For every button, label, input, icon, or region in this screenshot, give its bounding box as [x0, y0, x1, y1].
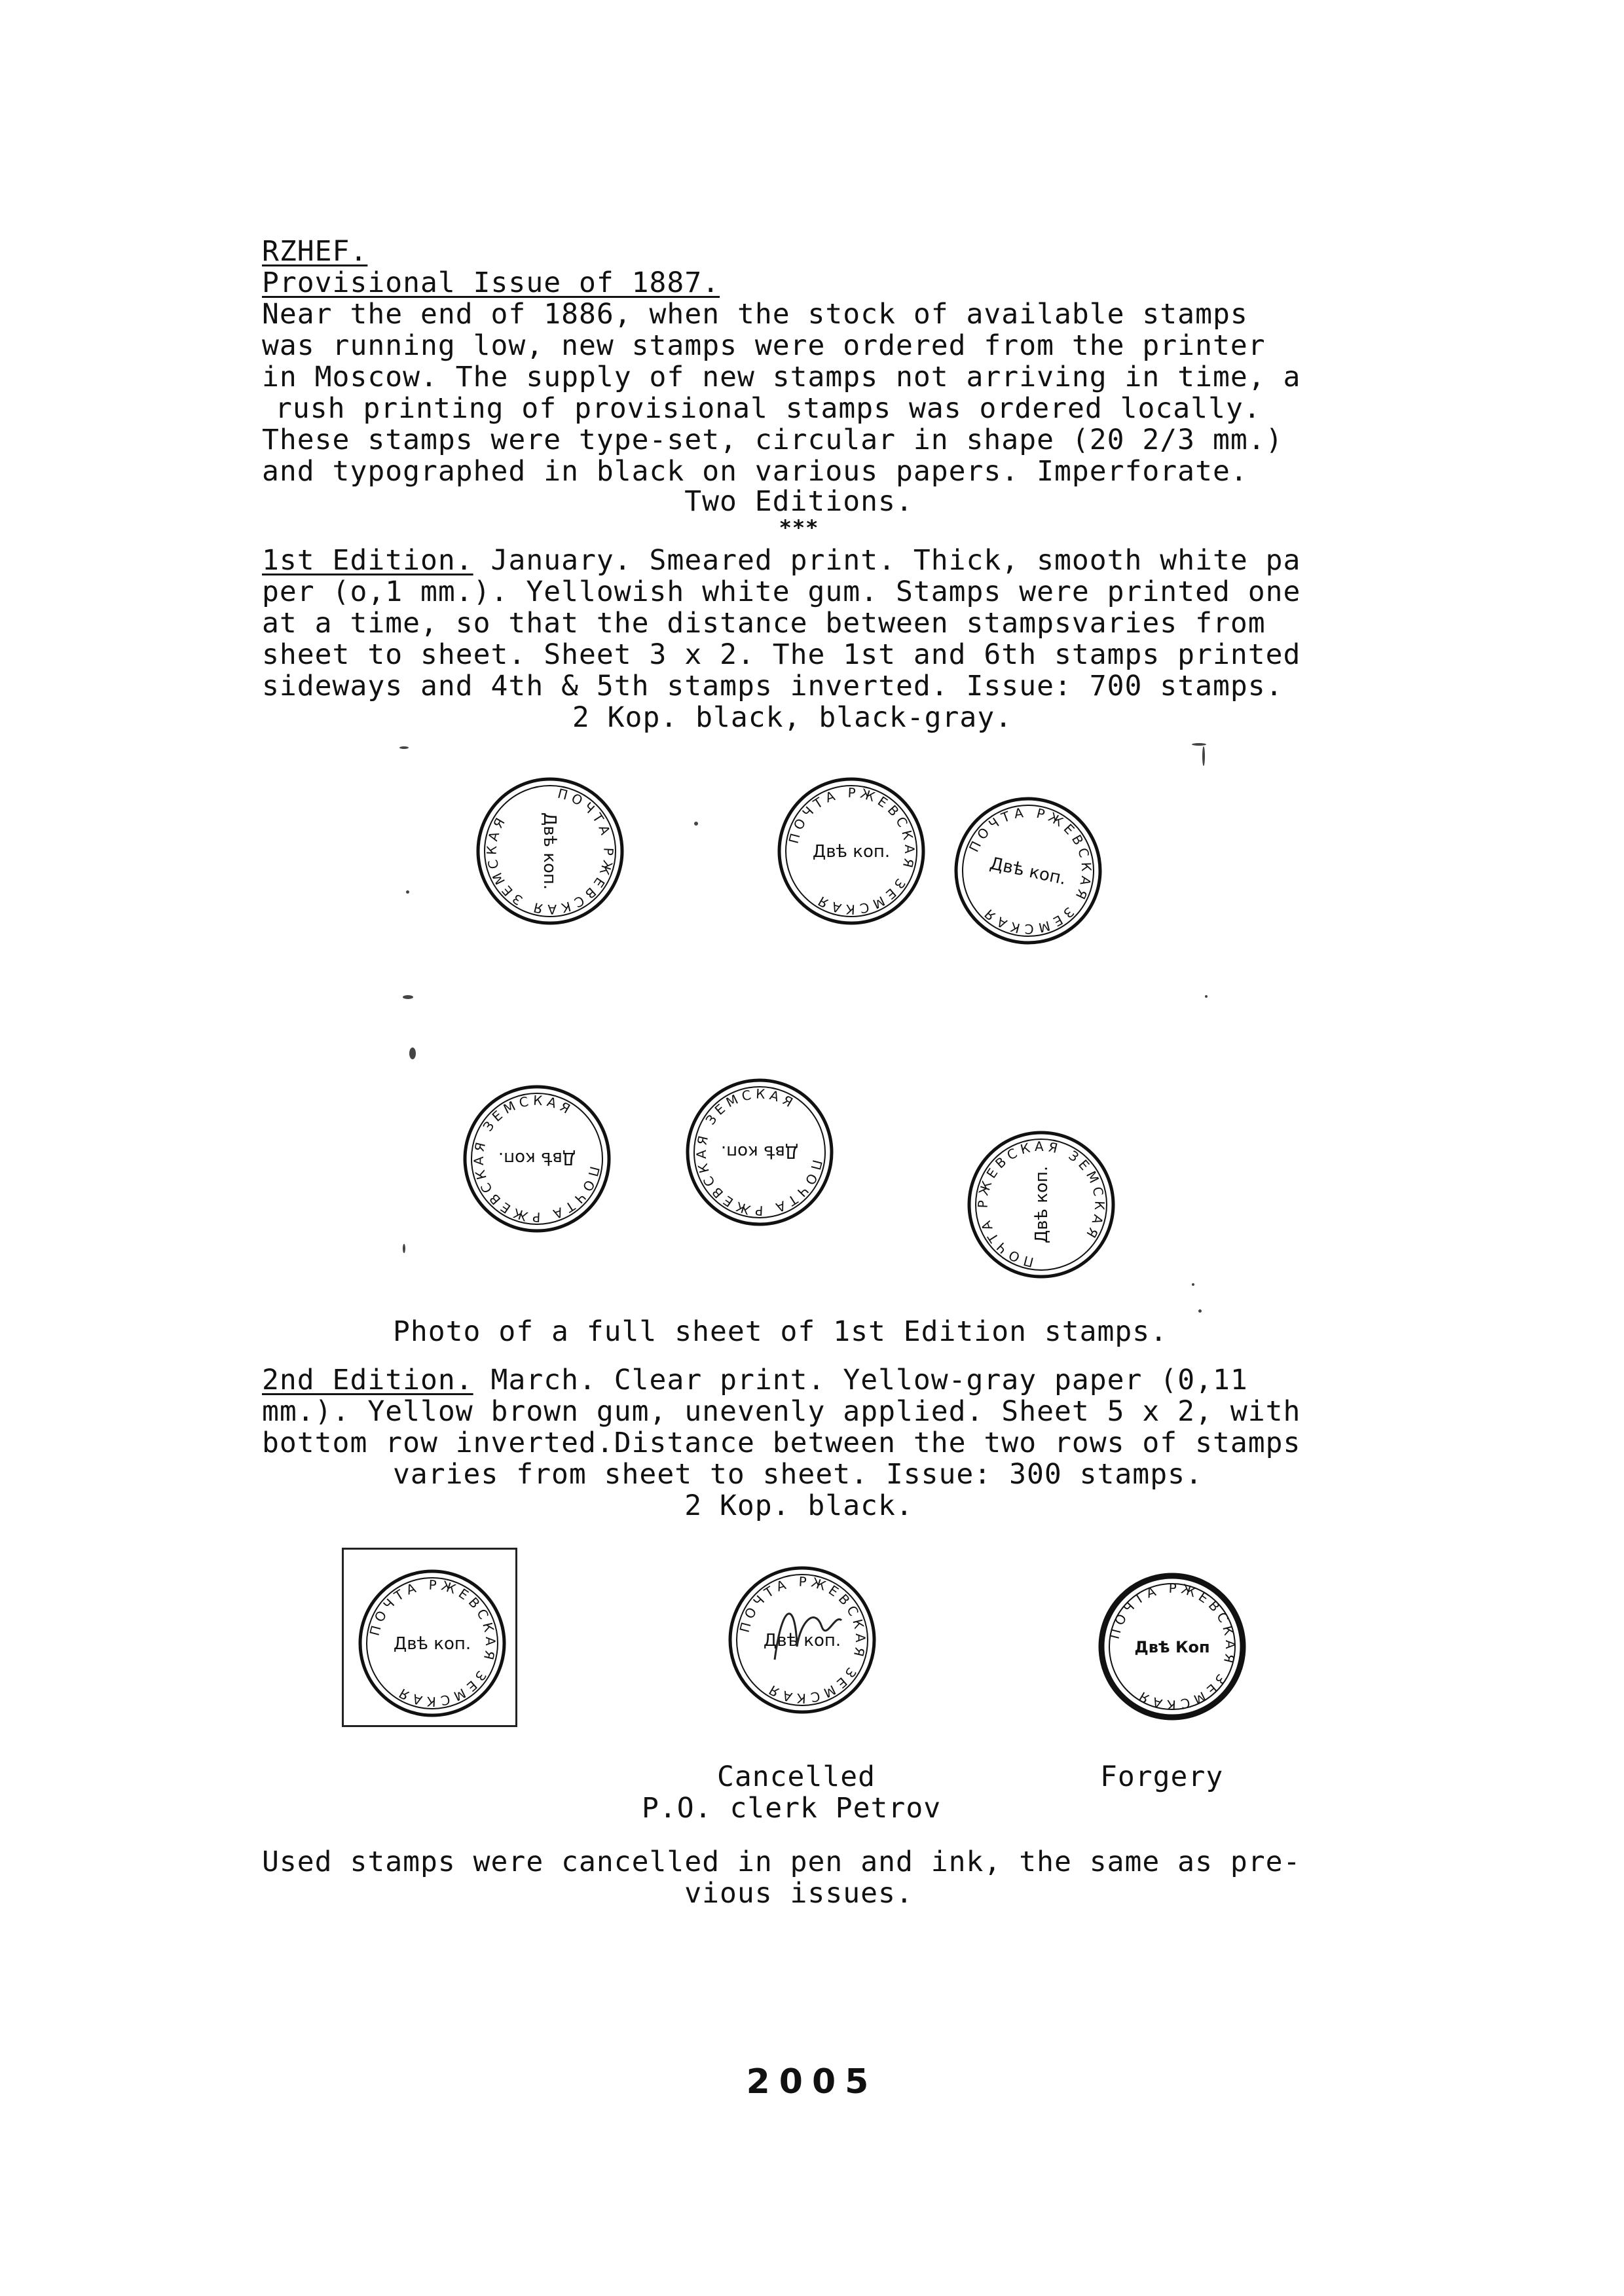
postal-stamp-icon — [681, 1074, 838, 1231]
edition1-label: 1st Edition. — [262, 544, 473, 577]
edition2-stamp — [354, 1565, 511, 1724]
stamp-value-text: Двѣ Коп — [1134, 1638, 1210, 1656]
stamp-value-text: Двѣ коп. — [393, 1634, 471, 1654]
intro-line: rush printing of provisional stamps was ordered locally. — [275, 392, 1261, 425]
intro-line: These stamps were type-set, circular in shape (20 2/3 mm.) — [262, 424, 1283, 456]
stamp-value-text: Двѣ коп. — [987, 854, 1068, 889]
issue-subheading-text: Provisional Issue of 1887. — [262, 266, 720, 299]
stamp-ring-text: ПОЧТА РЖЕВСКАЯ ЗЕМСКАЯ — [785, 784, 918, 918]
edition2-label: 2nd Edition. — [262, 1364, 473, 1396]
page-heading: RZHEF. — [262, 235, 368, 268]
sheet-stamp-3 — [950, 792, 1107, 952]
postal-stamp-icon — [963, 1126, 1120, 1283]
intro-line: was running low, new stamps were ordered from the printer — [262, 329, 1266, 362]
forgery-stamp — [1094, 1568, 1251, 1728]
edition1-value: 2 Kop. black, black-gray. — [572, 701, 1013, 734]
stamp-ring-text: ПОЧТА РЖЕВСКАЯ ЗЕМСКАЯ — [470, 1092, 603, 1226]
footer-line: Used stamps were cancelled in pen and ink, the same as pre- — [262, 1846, 1301, 1878]
stamp-ring-text: ПОЧТА РЖЕВСКАЯ ЗЕМСКАЯ — [693, 1085, 826, 1219]
stamp-ring-text: ПОЧТА РЖЕВСКАЯ ЗЕМСКАЯ — [965, 804, 1095, 938]
cancelled-stamp — [724, 1561, 881, 1721]
sheet-stamp-1 — [471, 773, 629, 932]
sheet-stamp-4 — [458, 1080, 616, 1240]
edition2-line: varies from sheet to sheet. Issue: 300 stamps. — [393, 1458, 1203, 1491]
edition2-line: bottom row inverted.Distance between the two rows of stamps — [262, 1427, 1301, 1459]
postal-stamp-icon — [1094, 1568, 1251, 1725]
sheet-stamp-5 — [681, 1074, 838, 1233]
stamp-ring-text: ПОЧТА РЖЕВСКАЯ ЗЕМСКАЯ — [1106, 1580, 1239, 1713]
separator: *** — [779, 515, 819, 540]
intro-line: and typographed in black on various papers. Imperforate. — [262, 455, 1248, 488]
edition2-first-line — [262, 1364, 1248, 1396]
postal-stamp-icon — [773, 773, 930, 930]
stamp-value-text: Двѣ коп. — [720, 1142, 799, 1161]
stamp-value-text: Двѣ коп. — [1032, 1165, 1052, 1244]
sheet-stamp-2 — [773, 773, 930, 932]
edition1-first-line — [262, 545, 1301, 576]
edition1-line: at a time, so that the distance between stampsvaries from — [262, 607, 1266, 640]
edition1-caption: Photo of a full sheet of 1st Edition stamps. — [393, 1315, 1168, 1348]
issue-subheading — [262, 267, 720, 299]
postal-stamp-icon — [354, 1565, 511, 1722]
stamp-value-text: Двѣ коп. — [812, 842, 891, 862]
stamp-ring-text: ПОЧТА РЖЕВСКАЯ ЗЕМСКАЯ — [366, 1576, 499, 1710]
stamp-value-text: Двѣ коп. — [540, 812, 559, 890]
stamp-ring-text: ПОЧТА РЖЕВСКАЯ ЗЕМСКАЯ — [483, 785, 617, 918]
edition1-line: sideways and 4th & 5th stamps inverted. Issue: 700 stamps. — [262, 670, 1283, 702]
postal-stamp-icon — [471, 773, 629, 930]
stamp-value-text: Двѣ коп. — [763, 1631, 841, 1650]
edition1-line: per (o,1 mm.). Yellowish white gum. Stamps were printed one — [262, 575, 1301, 608]
sheet-stamp-6 — [963, 1126, 1120, 1286]
editions-title: Two Editions. — [684, 485, 913, 518]
postal-stamp-icon — [458, 1080, 616, 1237]
footer-line: vious issues. — [684, 1877, 913, 1910]
forgery-caption: Forgery — [1100, 1760, 1224, 1793]
intro-line: in Moscow. The supply of new stamps not arriving in time, a — [262, 361, 1301, 393]
edition1-line-0: January. Smeared print. Thick, smooth white pa — [473, 544, 1301, 577]
edition2-line: mm.). Yellow brown gum, unevenly applied. Sheet 5 x 2, with — [262, 1395, 1301, 1428]
intro-line: Near the end of 1886, when the stock of available stamps — [262, 298, 1248, 331]
stamp-value-text: Двѣ коп. — [498, 1148, 576, 1168]
edition2-value: 2 Kop. black. — [684, 1489, 913, 1522]
edition2-line-0: March. Clear print. Yellow-gray paper (0,11 — [473, 1364, 1248, 1396]
postal-stamp-icon — [724, 1561, 881, 1719]
edition1-line: sheet to sheet. Sheet 3 x 2. The 1st and 6th stamps printed — [262, 638, 1301, 671]
postal-stamp-icon — [950, 792, 1107, 949]
cancelled-caption-2: P.O. clerk Petrov — [642, 1792, 942, 1825]
page-number: 2005 — [746, 2062, 878, 2102]
stamp-ring-text: ПОЧТА РЖЕВСКАЯ ЗЕМСКАЯ — [974, 1138, 1108, 1271]
stamp-ring-text: ПОЧТА РЖЕВСКАЯ ЗЕМСКАЯ — [736, 1573, 869, 1707]
cancelled-caption-1: Cancelled — [717, 1760, 876, 1793]
